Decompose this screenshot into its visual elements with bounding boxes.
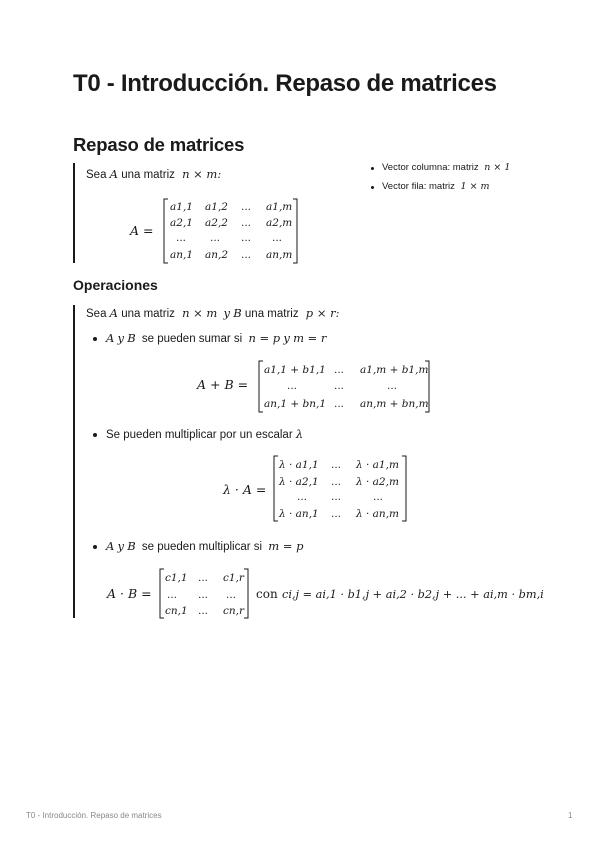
product-con: con — [256, 587, 278, 601]
blockquote-bar — [73, 163, 75, 263]
matrix-entry: λ · a1,m — [356, 459, 399, 471]
sum-matrix-entries — [264, 364, 429, 410]
product-lhs: A · B = — [107, 586, 152, 601]
left-bracket — [164, 199, 168, 263]
intro-una-matriz: una matriz — [121, 169, 175, 181]
matrix-entry: ... — [331, 508, 342, 520]
matrix-entry: λ · an,m — [356, 508, 399, 520]
sum-lhs: A + B = — [197, 377, 249, 392]
ops-var-b: B — [233, 306, 242, 320]
op-y: y — [117, 331, 125, 345]
section-title: Repaso de matrices — [73, 134, 245, 155]
side-note-math: 1 × m — [460, 181, 490, 192]
matrix-entry: a1,1 — [170, 201, 193, 213]
op-y: y — [283, 331, 290, 345]
op-var-a: A — [106, 331, 115, 345]
side-note-text: Vector fila: matriz — [382, 181, 455, 192]
intro-var-a: A — [109, 167, 118, 181]
op-sum-condition — [106, 331, 326, 345]
op-text: Se pueden multiplicar por un escalar — [106, 429, 293, 441]
matrix-a-formula — [130, 196, 330, 266]
left-bracket — [274, 456, 278, 521]
ops-una-matriz: una matriz — [121, 308, 175, 320]
product-matrix-entries — [165, 572, 245, 617]
side-note-column — [382, 162, 510, 173]
matrix-entry: cn,r — [223, 605, 244, 617]
matrix-entry: ... — [334, 380, 345, 392]
matrix-entry: an,2 — [205, 249, 229, 261]
op-product-condition — [106, 539, 303, 553]
matrix-entry: ... — [241, 217, 252, 229]
bullet-dot — [93, 545, 97, 549]
matrix-entry: a2,1 — [170, 217, 193, 229]
product-formula — [107, 567, 544, 623]
scalar-lhs: λ · A = — [223, 482, 267, 497]
page-title: T0 - Introducción. Repaso de matrices — [73, 70, 497, 97]
matrix-entry: ... — [373, 491, 384, 503]
ops-y: y — [223, 306, 231, 320]
op-scalar-condition — [106, 427, 303, 441]
matrix-entry: ... — [387, 380, 398, 392]
scalar-matrix-entries — [278, 459, 399, 520]
matrix-entry: an,1 — [170, 249, 194, 261]
matrix-entry: λ · a1,1 — [279, 459, 319, 471]
subsection-title: Operaciones — [73, 277, 158, 293]
matrix-entry: ... — [176, 232, 187, 244]
footer-title: T0 - Introducción. Repaso de matrices — [26, 811, 162, 820]
sum-formula — [197, 359, 437, 415]
op-cond: m = r — [293, 331, 327, 345]
matrix-entry: cn,1 — [165, 605, 188, 617]
matrix-entry: an,m + bn,m — [360, 398, 429, 410]
matrix-entry: ... — [287, 380, 298, 392]
op-var-b: B — [127, 539, 136, 553]
side-note-row — [382, 181, 490, 192]
right-bracket — [293, 199, 297, 263]
matrix-entry: ... — [331, 491, 342, 503]
op-y: y — [117, 539, 125, 553]
matrix-entry: ... — [272, 232, 283, 244]
matrix-entry: c1,1 — [165, 572, 188, 584]
matrix-entry: ... — [226, 589, 237, 601]
intro-dims: n × m: — [182, 167, 222, 181]
op-var-a: A — [106, 539, 115, 553]
op-cond: n = p — [248, 331, 281, 345]
side-note-text: Vector columna: matriz — [382, 162, 479, 173]
matrix-entry: ... — [167, 589, 178, 601]
matrix-entry: ... — [198, 605, 209, 617]
bullet-dot — [93, 337, 97, 341]
side-note-math: n × 1 — [484, 162, 511, 173]
ops-dims-a: n × m — [182, 306, 218, 320]
bullet-dot — [93, 433, 97, 437]
scalar-formula — [223, 454, 423, 524]
matrix-entry: ... — [241, 232, 252, 244]
matrix-entry: λ · a2,1 — [279, 476, 319, 488]
intro-sea: Sea — [86, 169, 107, 181]
matrix-entry: ... — [210, 232, 221, 244]
op-cond: m = p — [268, 539, 304, 553]
matrix-entry: a1,m — [266, 201, 293, 213]
matrix-entry: an,1 + bn,1 — [264, 398, 327, 410]
product-definition: ci,j = ai,1 · b1,j + ai,2 · b2,j + ... + ai,m · bm,i — [282, 588, 544, 601]
matrix-entry: ... — [198, 589, 209, 601]
matrix-entry: c1,r — [223, 572, 244, 584]
matrix-entry: a1,2 — [205, 201, 228, 213]
intro-sentence — [86, 167, 221, 181]
operations-intro — [86, 306, 339, 320]
matrix-a-entries — [170, 201, 292, 261]
matrix-entry: λ · a2,m — [356, 476, 399, 488]
op-var-b: B — [127, 331, 136, 345]
matrix-entry: λ · an,1 — [279, 508, 319, 520]
ops-var-a: A — [109, 306, 118, 320]
matrix-entry: ... — [241, 249, 252, 261]
matrix-entry: a1,m + b1,m — [360, 364, 429, 376]
matrix-entry: a1,1 + b1,1 — [264, 364, 326, 376]
right-bracket — [244, 569, 248, 618]
left-bracket — [259, 361, 263, 412]
bullet-dot — [371, 167, 374, 170]
right-bracket — [402, 456, 406, 521]
matrix-entry: ... — [331, 459, 342, 471]
blockquote-bar — [73, 305, 75, 618]
ops-sea: Sea — [86, 308, 107, 320]
matrix-entry: ... — [331, 476, 342, 488]
matrix-a-lhs: A = — [130, 223, 154, 238]
bullet-dot — [371, 186, 374, 189]
matrix-entry: ... — [334, 398, 345, 410]
ops-una-matriz-2: una matriz — [244, 308, 299, 320]
ops-dims-b: p × r: — [305, 306, 340, 320]
matrix-entry: ... — [198, 572, 209, 584]
matrix-entry: an,m — [266, 249, 293, 261]
op-text: se pueden multiplicar si — [141, 541, 263, 553]
matrix-entry: ... — [241, 201, 252, 213]
footer-page-number: 1 — [568, 811, 573, 820]
op-var-lambda: λ — [295, 427, 304, 441]
op-text: se pueden sumar si — [141, 333, 243, 345]
left-bracket — [160, 569, 164, 618]
matrix-entry: ... — [334, 364, 345, 376]
matrix-entry: a2,m — [266, 217, 293, 229]
matrix-entry: ... — [297, 491, 308, 503]
matrix-entry: a2,2 — [205, 217, 228, 229]
